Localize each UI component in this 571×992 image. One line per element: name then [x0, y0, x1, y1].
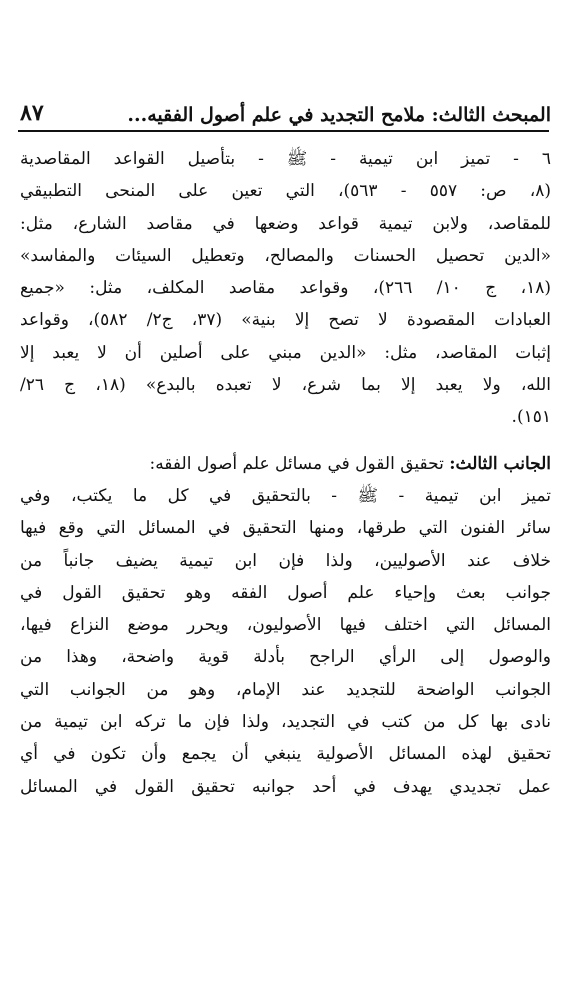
- text-line: جوانب بعث وإحياء علم أصول الفقه وهو تحقيق القول في: [20, 582, 551, 603]
- running-header-title: المبحث الثالث: ملامح التجديد في علم أصول الفقيه...: [127, 104, 551, 126]
- text-line: والوصول إلى الرأي الراجح بأدلة قوية واضحة، وهذا من: [20, 647, 551, 668]
- text-line: الجوانب الواضحة للتجديد عند الإمام، وهو من الجوانب التي: [20, 679, 551, 700]
- section-heading: [20, 448, 551, 480]
- text-line: الله، ولا يعبد إلا بما شرع، لا تعبده بالبدع» (١٨، ج ٢٦/: [20, 375, 551, 396]
- text-line: ١٥١).: [511, 407, 551, 428]
- text-line: نادى بها كل من كتب في التجديد، ولذا فإن ما تركه ابن تيمية من: [20, 712, 551, 733]
- text-line: (٨، ص: ٥٥٧ - ٥٦٣)، التي تعين على المنحى التطبيقي: [20, 181, 551, 202]
- header-divider: [18, 130, 549, 132]
- text-line: عمل تجديدي يهدف في أحد جوانبه تحقيق القول في المسائل: [20, 776, 551, 797]
- text-line: «الدين تحصيل الحسنات والمصالح، وتعطيل السيئات والمفاسد»: [20, 245, 551, 266]
- section-heading-label: الجانب الثالث:: [449, 453, 551, 474]
- page-number: ٨٧: [20, 100, 44, 126]
- page-body: [20, 143, 551, 803]
- text-line: تحقيق لهذه المسائل الأصولية ينبغي أن يجمع وأن تكون في أي: [20, 744, 551, 765]
- section-heading-text: تحقيق القول في مسائل علم أصول الفقه:: [149, 453, 444, 474]
- text-line: العبادات المقصودة لا تصح إلا بنية» (٣٧، ج٢/ ٥٨٢)، وقواعد: [20, 310, 551, 331]
- text-line: تميز ابن تيمية - ﷺ - بالتحقيق في كل ما يكتب، وفي: [20, 485, 551, 506]
- paragraph-section-body: [20, 480, 551, 803]
- text-line: خلاف عند الأصوليين، ولذا فإن ابن تيمية يضيف جانباً من: [20, 550, 551, 571]
- text-line: (١٨، ج ١٠/ ٢٦٦)، وقواعد مقاصد المكلف، مثل: «جميع: [20, 278, 551, 299]
- running-header: [20, 92, 551, 126]
- paragraph-item-6: [20, 143, 551, 434]
- text-line: ٦ - تميز ابن تيمية - ﷺ - بتأصيل القواعد المقاصدية: [20, 149, 551, 169]
- text-line: سائر الفنون التي طرقها، ومنها التحقيق في المسائل التي وقع فيها: [20, 518, 551, 539]
- text-line: للمقاصد، ولابن تيمية قواعد وضعها في مقاصد الشارع، مثل:: [20, 213, 551, 234]
- text-line: المسائل التي اختلف فيها الأصوليون، ويحرر موضع النزاع فيها،: [20, 615, 551, 636]
- paragraph-spacer: [20, 434, 551, 448]
- text-line: إثبات المقاصد، مثل: «الدين مبني على أصلين أن لا يعبد إلا: [20, 342, 551, 363]
